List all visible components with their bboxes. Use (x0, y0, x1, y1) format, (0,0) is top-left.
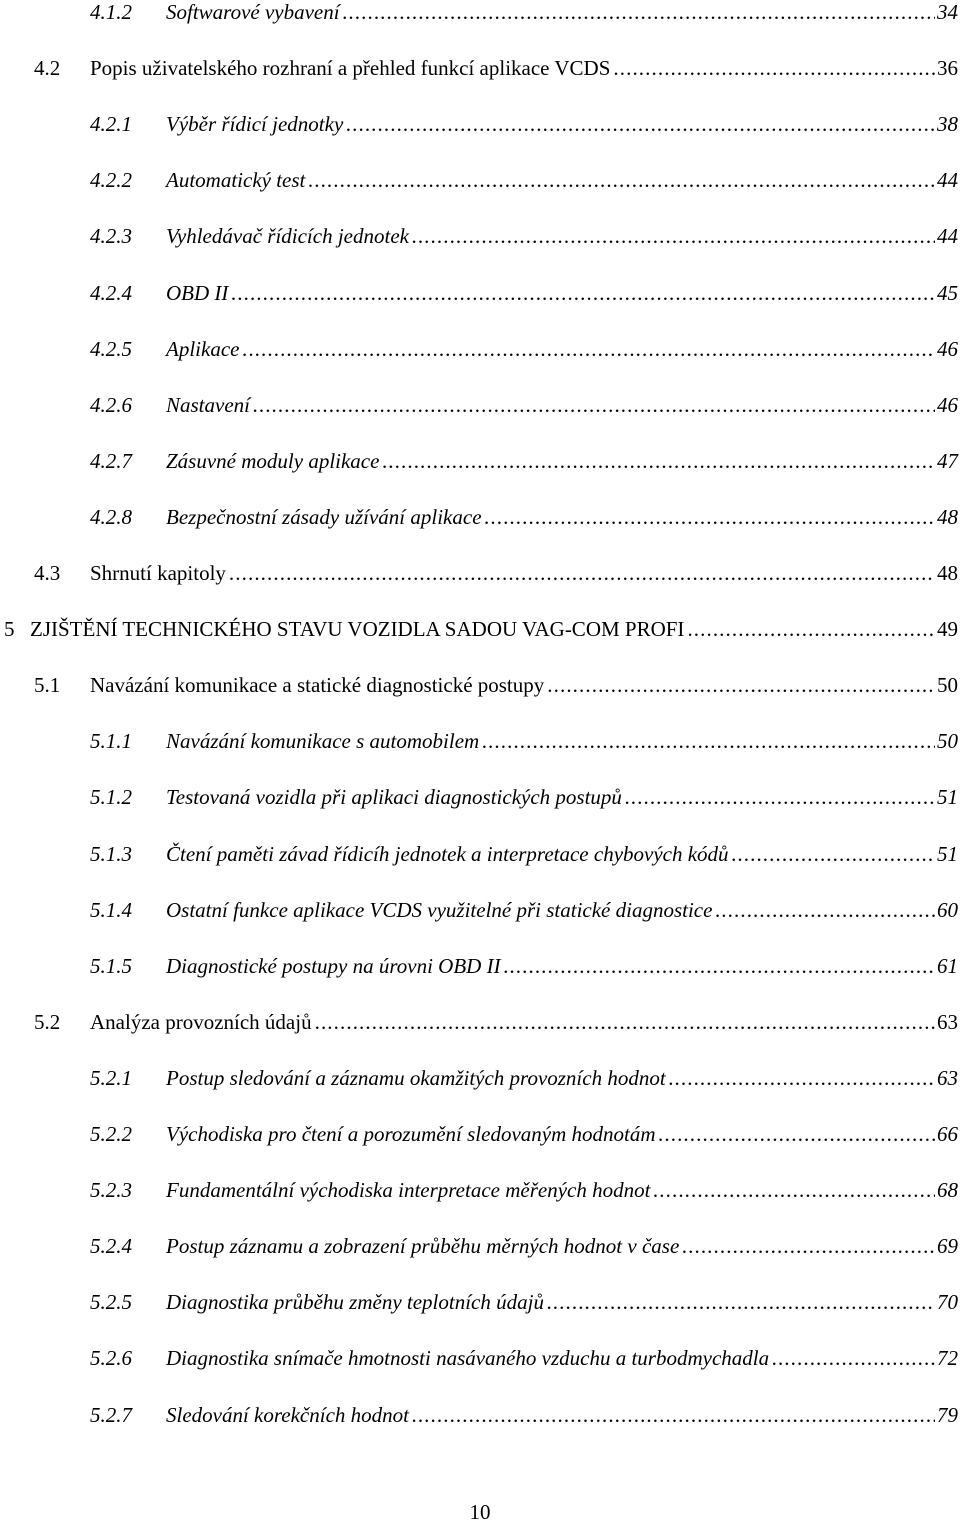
toc-entry-title: OBD II (166, 280, 229, 305)
toc-entry-title: Vyhledávač řídicích jednotek (166, 224, 409, 249)
toc-entry[interactable] (0, 1117, 960, 1151)
toc-entry[interactable] (0, 893, 960, 927)
toc-entry-page: 69 (937, 1234, 958, 1259)
toc-entry-page: 66 (937, 1122, 958, 1146)
toc-entry-page: 47 (937, 448, 958, 473)
toc-entry[interactable] (0, 332, 960, 366)
toc-entry-title: Navázání komunikace a statické diagnostické postupy (90, 673, 545, 698)
toc-entry[interactable] (0, 556, 960, 590)
toc-entry[interactable] (0, 949, 960, 983)
toc-entry-title: Aplikace (166, 336, 240, 361)
toc-entry[interactable] (0, 1173, 960, 1207)
toc-entry-page: 45 (937, 280, 958, 305)
toc-entry-title: Popis uživatelského rozhraní a přehled funkcí aplikace VCDS (90, 56, 611, 81)
toc-entry-number: 4.2.4 (90, 280, 132, 305)
dot-leader (412, 1398, 935, 1432)
dot-leader (253, 388, 935, 422)
toc-entry[interactable] (0, 837, 960, 871)
toc-entry-number: 4.2.2 (90, 168, 132, 193)
toc-entry-title: Diagnostické postupy na úrovni OBD II (166, 953, 501, 978)
toc-entry[interactable] (0, 276, 960, 310)
toc-entry-title: Analýza provozních údajů (90, 1009, 312, 1034)
toc-entry-number: 5.2.6 (90, 1346, 132, 1371)
toc-entry-number: 5 (4, 617, 15, 642)
toc-entry-title: Čtení paměti závad řídicíh jednotek a interpretace chybových kódů (166, 841, 729, 866)
toc-entry-number: 5.2.2 (90, 1122, 132, 1146)
dot-leader (715, 893, 935, 927)
toc-entry[interactable] (0, 1285, 960, 1319)
toc-entry-page: 72 (937, 1346, 958, 1371)
toc-entry[interactable] (0, 0, 960, 29)
toc-entry-title: Diagnostika průběhu změny teplotních údajů (166, 1290, 544, 1315)
toc-entry-number: 4.2.1 (90, 112, 132, 137)
toc-entry-page: 68 (937, 1178, 958, 1203)
toc-entry-page: 63 (937, 1009, 958, 1034)
toc-entry-number: 4.3 (34, 561, 61, 585)
toc-entry-number: 4.2.3 (90, 224, 132, 249)
dot-leader (315, 1005, 935, 1039)
dot-leader (485, 500, 935, 534)
dot-leader (412, 219, 935, 253)
toc-entry-page: 51 (937, 841, 958, 866)
toc-entry[interactable] (0, 780, 960, 814)
dot-leader (504, 949, 935, 983)
toc-entry-title: Sledování korekčních hodnot (166, 1402, 409, 1427)
toc-entry-title: Postup sledování a záznamu okamžitých provozních hodnot (166, 1065, 666, 1090)
toc-entry[interactable] (0, 1341, 960, 1375)
toc-entry-page: 38 (937, 112, 958, 137)
toc-entry-page: 48 (937, 561, 958, 585)
toc-entry-number: 5.1.2 (90, 785, 132, 810)
toc-entry-page: 48 (937, 504, 958, 529)
dot-leader (343, 0, 935, 29)
toc-entry-title: Testovaná vozidla při aplikaci diagnostických postupů (166, 785, 622, 810)
toc-entry-title: Ostatní funkce aplikace VCDS využitelné při statické diagnostice (166, 897, 713, 922)
toc-entry-page: 44 (937, 168, 958, 193)
toc-entry-number: 4.1.2 (90, 0, 132, 24)
dot-leader (772, 1341, 935, 1375)
toc-entry-title: Diagnostika snímače hmotnosti nasávaného vzduchu a turbodmychadla (166, 1346, 770, 1371)
dot-leader (669, 1061, 935, 1095)
toc-entry-page: 36 (937, 56, 958, 81)
toc-entry-page: 79 (937, 1402, 958, 1427)
dot-leader (242, 332, 935, 366)
toc-entry-number: 5.1.5 (90, 953, 132, 978)
toc-entry-title: Fundamentální východiska interpretace měřených hodnot (166, 1178, 651, 1203)
toc-entry-page: 50 (937, 729, 958, 754)
toc-entry[interactable] (0, 1229, 960, 1263)
toc-entry[interactable] (0, 444, 960, 478)
toc-entry[interactable] (0, 1398, 960, 1432)
toc-entry-title: Bezpečnostní zásady užívání aplikace (166, 504, 482, 529)
toc-entry-page: 50 (937, 673, 958, 698)
toc-entry-number: 5.1.1 (90, 729, 132, 754)
toc-entry-number: 5.2 (34, 1009, 61, 1034)
toc-entry[interactable] (0, 500, 960, 534)
toc-entry[interactable] (0, 724, 960, 758)
toc-entry-page: 46 (937, 336, 958, 361)
dot-leader (382, 444, 935, 478)
dot-leader (482, 724, 935, 758)
dot-leader (547, 668, 935, 702)
toc-entry-title: ZJIŠTĚNÍ TECHNICKÉHO STAVU VOZIDLA SADOU VAG-COM PROFI (30, 617, 685, 642)
toc-entry-title: Výběr řídicí jednotky (166, 112, 344, 137)
toc-entry-number: 5.1 (34, 673, 61, 698)
toc-entry-title: Postup záznamu a zobrazení průběhu měrných hodnot v čase (166, 1234, 680, 1259)
toc-entry[interactable] (0, 388, 960, 422)
toc-entry-page: 44 (937, 224, 958, 249)
toc-entry[interactable] (0, 51, 960, 85)
toc-entry-title: Zásuvné moduly aplikace (166, 448, 380, 473)
dot-leader (653, 1173, 935, 1207)
toc-entry-number: 5.2.3 (90, 1178, 132, 1203)
dot-leader (346, 107, 935, 141)
dot-leader (229, 556, 935, 590)
toc-entry-number: 5.2.7 (90, 1402, 132, 1427)
dot-leader (308, 163, 935, 197)
toc-entry-page: 63 (937, 1065, 958, 1090)
toc-entry[interactable] (0, 107, 960, 141)
toc-entry[interactable] (0, 668, 960, 702)
toc-entry-page: 60 (937, 897, 958, 922)
toc-entry-number: 5.1.4 (90, 897, 132, 922)
toc-entry-number: 5.2.4 (90, 1234, 132, 1259)
toc-entry[interactable] (0, 1005, 960, 1039)
toc-entry[interactable] (0, 163, 960, 197)
page-number: 10 (469, 1500, 491, 1524)
toc-entry-page: 61 (937, 953, 958, 978)
toc-entry-page: 70 (937, 1290, 958, 1315)
toc-entry-title: Navázání komunikace s automobilem (166, 729, 480, 754)
toc-entry-title: Nastavení (166, 392, 250, 417)
toc-entry-number: 4.2 (34, 56, 61, 81)
toc-entry-page: 51 (937, 785, 958, 810)
toc-entry-title: Softwarové vybavení (166, 0, 340, 24)
toc-entry-number: 5.2.1 (90, 1065, 132, 1090)
toc-entry-page: 34 (937, 0, 958, 24)
dot-leader (682, 1229, 935, 1263)
toc-entry-number: 5.2.5 (90, 1290, 132, 1315)
toc-entry-number: 4.2.8 (90, 504, 132, 529)
dot-leader (625, 780, 935, 814)
dot-leader (659, 1117, 935, 1151)
dot-leader (732, 837, 935, 871)
toc-entry[interactable] (0, 612, 960, 646)
toc-entry-number: 4.2.7 (90, 448, 132, 473)
toc-entry-title: Shrnutí kapitoly (90, 561, 226, 585)
toc-entry[interactable] (0, 1061, 960, 1095)
toc-entry-title: Automatický test (166, 168, 306, 193)
toc-entry-number: 4.2.6 (90, 392, 132, 417)
toc-entry-page: 46 (937, 392, 958, 417)
dot-leader (613, 51, 935, 85)
dot-leader (231, 276, 935, 310)
toc-entry-page: 49 (937, 617, 958, 642)
dot-leader (547, 1285, 935, 1319)
toc-entry-number: 4.2.5 (90, 336, 132, 361)
toc-entry-title: Východiska pro čtení a porozumění sledovaným hodnotám (166, 1122, 656, 1146)
toc-entry[interactable] (0, 219, 960, 253)
dot-leader (687, 612, 935, 646)
toc-entry-number: 5.1.3 (90, 841, 132, 866)
